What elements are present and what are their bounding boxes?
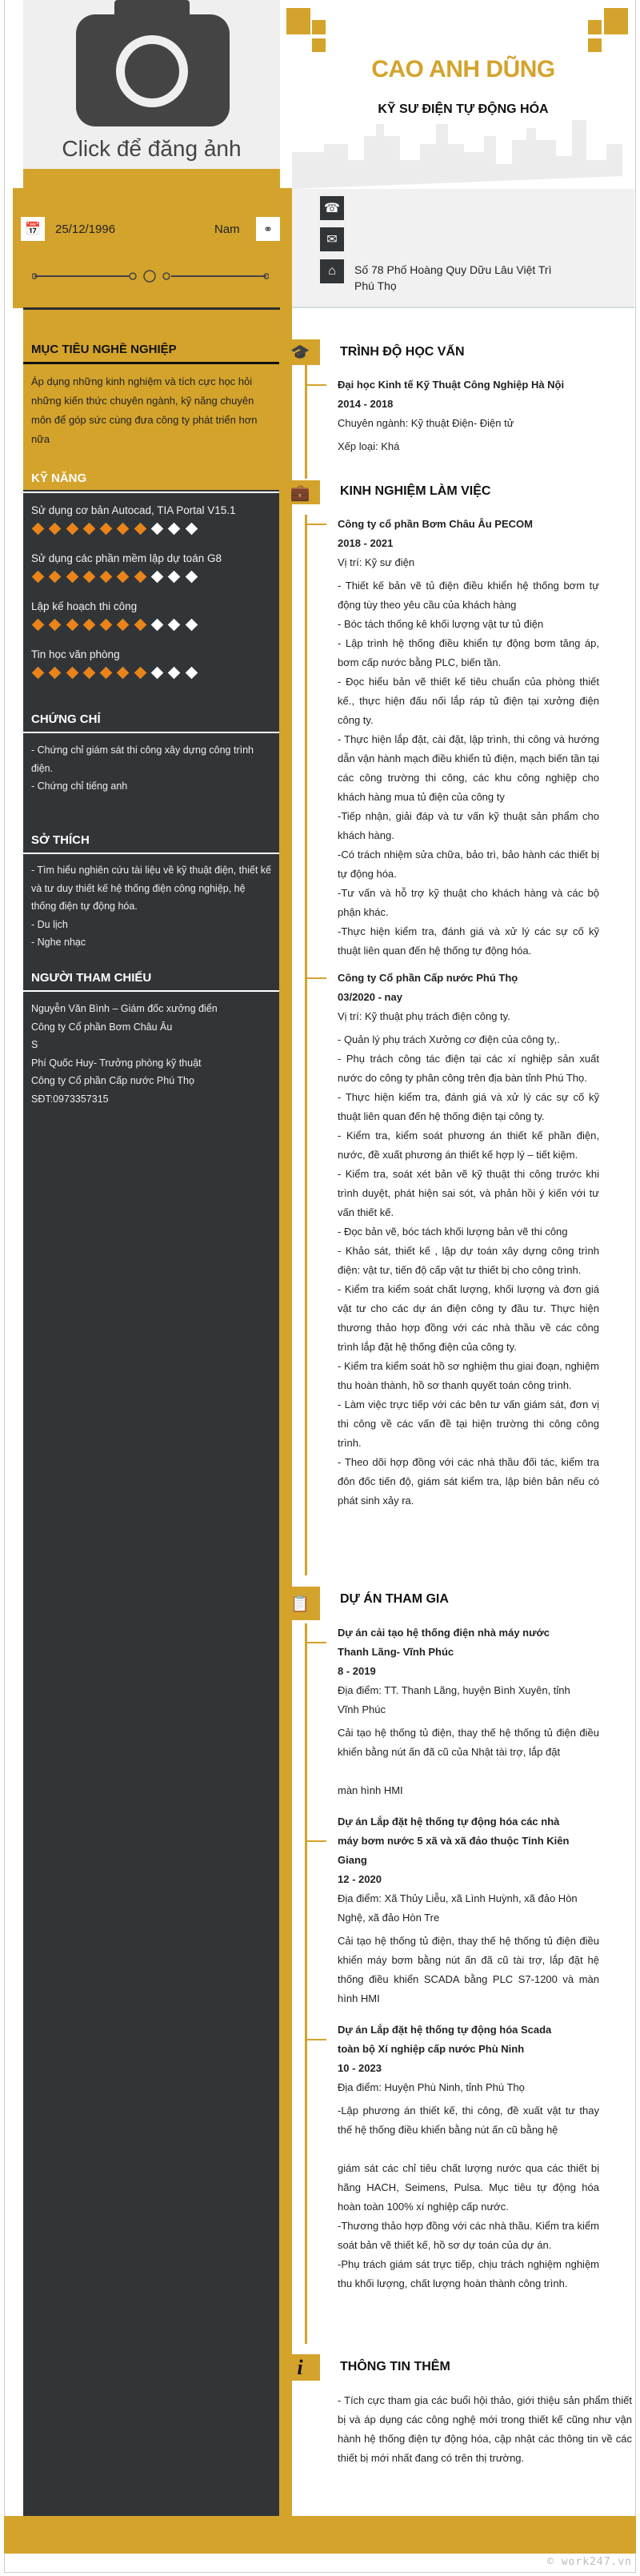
- timeline-connector: [306, 977, 326, 979]
- skill-diamond-filled: [66, 571, 78, 584]
- photo-upload-label: Click để đăng ảnh: [62, 136, 242, 161]
- experience-duties: [338, 1030, 599, 1511]
- duty-line: -Tiếp nhận, giải đáp và tư vấn kỹ thuật sản phẩm cho khách hàng.: [338, 810, 599, 841]
- skill-diamond-filled: [49, 667, 62, 680]
- duty-line: - Theo dõi hợp đồng với các nhà thầu đối tác, kiểm tra đôn đốc tiến độ, giám sát kiểm tra, lập biên bản nếu có phát sinh xảy ra.: [338, 1456, 599, 1507]
- skills-heading: KỸ NĂNG: [31, 471, 87, 485]
- description-text: màn hình HMI: [338, 1784, 403, 1796]
- duty-line: - Đọc bản vẽ, bóc tách khối lượng bản vẽ thi công: [338, 1226, 568, 1238]
- address: Số 78 Phố Hoàng Quy Dữu Lâu Việt Trì Phú Thọ: [354, 263, 552, 292]
- phone-icon: ☎: [320, 196, 344, 220]
- home-icon: ⌂: [320, 259, 344, 283]
- experience-years: 03/2020 - nay: [338, 991, 402, 1003]
- references-line: Công ty Cổ phần Bơm Châu Âu: [31, 1021, 173, 1033]
- project-item: [338, 2020, 599, 2293]
- references-rule: [23, 990, 279, 992]
- corner-decoration: [604, 8, 628, 34]
- experience-duties: [338, 576, 599, 961]
- skill-label: Lập kế hoạch thi công: [31, 600, 138, 612]
- skill-diamond-empty: [185, 619, 198, 632]
- skill-diamond-empty: [151, 571, 164, 584]
- projects-heading: DỰ ÁN THAM GIA: [340, 1592, 449, 1606]
- project-description: [338, 2101, 599, 2293]
- references-list: [31, 1000, 271, 1108]
- project-document-gear-icon: 📋: [280, 1587, 320, 1620]
- references-heading: NGƯỜI THAM CHIẾU: [31, 971, 152, 985]
- divider: [23, 307, 280, 310]
- corner-decoration: [588, 38, 602, 52]
- timeline-connector: [306, 2039, 326, 2040]
- skill-diamond-filled: [32, 523, 45, 536]
- redacted-line: [338, 1762, 599, 1781]
- skill-diamond-filled: [117, 619, 130, 632]
- experience-position: Vị trí: Kỹ thuật phụ trách điện công ty.: [338, 1010, 510, 1022]
- job-title: KỸ SƯ ĐIỆN TỰ ĐỘNG HÓA: [378, 102, 549, 116]
- corner-decoration: [286, 8, 310, 34]
- project-location: Địa điểm: TT. Thanh Lãng, huyện Bình Xuyên, tỉnh Vĩnh Phúc: [338, 1684, 570, 1715]
- city-skyline-background: [292, 120, 634, 189]
- skill-label: Tin học văn phòng: [31, 648, 120, 660]
- camera-lens-icon: [116, 35, 188, 107]
- extra-info-heading: THÔNG TIN THÊM: [340, 2360, 450, 2373]
- duty-line: -Thực hiện kiểm tra, đánh giá và xử lý các sự cố kỹ thuật liên quan đến hệ thống tự động hóa.: [338, 925, 599, 957]
- skill-rating: [31, 616, 271, 646]
- duty-line: - Đọc hiểu bản vẽ thiết kế tiêu chuẩn của phòng thiết kế., thực hiện đấu nối lắp ráp tủ điện tại xưởng điện công ty.: [338, 676, 599, 726]
- photo-upload[interactable]: [23, 0, 280, 169]
- school-name: Đại học Kinh tế Kỹ Thuật Công Nghiệp Hà Nội: [338, 379, 565, 391]
- hobbies-line: - Nghe nhạc: [31, 937, 86, 948]
- duty-line: - Thiết kế bản vẽ tủ điện điều khiển hệ thống bơm tự động tùy theo yêu cầu của khách hàng: [338, 580, 599, 611]
- skill-diamond-filled: [100, 571, 113, 584]
- education-heading: TRÌNH ĐỘ HỌC VẤN: [340, 345, 465, 359]
- experience-item: [338, 969, 599, 1511]
- project-date: 12 - 2020: [338, 1873, 382, 1885]
- duty-line: - Kiểm tra, kiểm soát phương án thiết kế phần điện, nước, đề xuất phương án thiết kế hợp lý – tiết kiệm.: [338, 1130, 599, 1161]
- skill-diamond-empty: [168, 667, 181, 680]
- corner-decoration: [588, 20, 602, 34]
- duty-line: - Lập trình hệ thống điều khiển tự động bơm tăng áp, bơm cấp nước bằng PLC, biến tần.: [338, 637, 599, 668]
- skill-diamond-filled: [100, 523, 113, 536]
- objective-heading: MỤC TIÊU NGHỀ NGHIỆP: [31, 343, 177, 356]
- skill-diamond-filled: [49, 571, 62, 584]
- references-line: Công ty Cổ phần Cấp nước Phú Thọ: [31, 1075, 194, 1086]
- education-item: [338, 375, 599, 456]
- calendar-icon: 📅: [21, 217, 45, 241]
- candidate-name: CAO ANH DŨNG: [371, 56, 555, 82]
- project-item: [338, 1623, 599, 1800]
- experience-heading: KINH NGHIỆM LÀM VIỆC: [340, 484, 491, 498]
- gender: Nam: [214, 223, 240, 236]
- duty-line: - Kiểm tra, soát xét bản vẽ kỹ thuật thi công trước khi trình duyệt, phát hiện sai sót, và phản hồi ý kiến với tư vấn thiết kế.: [338, 1168, 599, 1218]
- company-name: Công ty cổ phần Bơm Châu Âu PECOM: [338, 518, 533, 530]
- skill-rating: [31, 520, 271, 550]
- certificates-heading: CHỨNG CHỈ: [31, 712, 101, 726]
- duty-line: - Làm việc trực tiếp với các bên tư vấn giám sát, đơn vị thi công về các vấn đề tại hiện trường thi công công trình.: [338, 1398, 599, 1449]
- project-location: Địa điểm: Xã Thủy Liễu, xã Lình Huỳnh, xã đảo Hòn Nghệ, xã đảo Hòn Tre: [338, 1892, 578, 1924]
- skill-diamond-filled: [117, 571, 130, 584]
- personal-info-panel: [13, 188, 292, 308]
- experience-timeline: [305, 515, 307, 1575]
- skill-diamond-filled: [100, 667, 113, 680]
- gold-band: [23, 169, 280, 188]
- experience-years: 2018 - 2021: [338, 537, 394, 549]
- skill-diamond-filled: [134, 667, 147, 680]
- skill-diamond-empty: [168, 571, 181, 584]
- description-text: -Thương thảo hợp đồng với các nhà thầu. Kiểm tra kiểm soát bản vẽ thiết kế, hồ sơ dự toán của dự án.: [338, 2220, 599, 2251]
- skill-diamond-filled: [134, 619, 147, 632]
- timeline-connector: [306, 524, 326, 525]
- skill-label: Sử dụng cơ bản Autocad, TIA Portal V15.1: [31, 504, 236, 516]
- skill-diamond-empty: [151, 619, 164, 632]
- skill-diamond-filled: [32, 571, 45, 584]
- education-major: Chuyên ngành: Kỹ thuật Điện- Điện tử: [338, 417, 514, 429]
- project-name: Dự án cải tạo hệ thống điện nhà máy nước Thanh Lãng- Vĩnh Phúc: [338, 1627, 550, 1658]
- certificates-list: [31, 741, 271, 796]
- project-name: Dự án Lắp đặt hệ thống tự động hóa Scada toàn bộ Xí nghiệp cấp nước Phù Ninh: [338, 2024, 552, 2055]
- duty-line: - Kiểm tra kiểm soát chất lượng, khối lượng và đơn giá vật tư cho các dự án điện công ty đầu tư. Thực hiện thương thảo hợp đồng với các nhà thầu về các công trình lắp đặt hệ thống điện của công ty.: [338, 1283, 599, 1353]
- skill-rating: [31, 568, 271, 598]
- skill-diamond-empty: [151, 523, 164, 536]
- decorative-divider: [32, 269, 269, 283]
- duty-line: -Tư vấn và hỗ trợ kỹ thuật cho khách hàng và các bộ phận khác.: [338, 887, 599, 918]
- experience-item: [338, 515, 599, 961]
- projects-timeline: [305, 1623, 307, 2344]
- gender-icon: ⚭: [256, 217, 280, 241]
- references-line: S: [31, 1039, 38, 1050]
- skill-diamond-filled: [83, 523, 96, 536]
- skill-diamond-filled: [32, 667, 45, 680]
- date-of-birth: 25/12/1996: [55, 223, 116, 236]
- skill-rating: [31, 664, 271, 694]
- description-text: -Phụ trách giám sát trực tiếp, chịu trách nghiệm nghiệm thu khối lượng, chất lượng hoàn thành công trình.: [338, 2258, 599, 2289]
- education-rank: Xếp loại: Khá: [338, 440, 400, 452]
- skill-diamond-empty: [185, 667, 198, 680]
- hobbies-rule: [23, 853, 279, 854]
- info-icon: i: [280, 2354, 320, 2381]
- description-text: -Lập phương án thiết kế, thi công, đề xuất vật tư thay thế hệ thống điều khiển bằng nút ấn cũ bằng hệ: [338, 2105, 599, 2136]
- duty-line: - Thực hiện kiểm tra, đánh giá và xử lý các sự cố kỹ thuật liên quan đến hệ thống điện tại công ty.: [338, 1091, 599, 1122]
- skill-diamond-empty: [168, 523, 181, 536]
- skill-label: Sử dụng các phần mềm lập dự toán G8: [31, 552, 222, 564]
- education-timeline: [305, 365, 307, 479]
- skill-diamond-empty: [185, 523, 198, 536]
- project-date: 8 - 2019: [338, 1665, 376, 1677]
- timeline-connector: [306, 384, 326, 386]
- skill-diamond-empty: [151, 667, 164, 680]
- duty-line: - Phụ trách công tác điện tại các xí nghiệp sản xuất nước do công ty phân công trên địa bàn tỉnh Phú Thọ.: [338, 1053, 599, 1084]
- skill-diamond-filled: [134, 571, 147, 584]
- skills-list: [31, 502, 271, 694]
- gold-strip: [279, 308, 292, 2518]
- footer-band: [4, 2516, 636, 2554]
- skill-diamond-empty: [168, 619, 181, 632]
- references-line: SĐT:0973357315: [31, 1093, 109, 1105]
- project-date: 10 - 2023: [338, 2062, 382, 2074]
- skills-rule: [23, 492, 279, 493]
- skill-diamond-filled: [100, 619, 113, 632]
- duty-line: - Bóc tách thống kê khối lượng vật tư tủ điện: [338, 618, 544, 630]
- watermark: © work247.vn: [547, 2556, 632, 2568]
- skill-diamond-filled: [66, 523, 78, 536]
- skill-diamond-filled: [83, 571, 96, 584]
- duty-line: -Có trách nhiệm sửa chữa, bảo trì, bảo hành các thiết bị tự động hóa.: [338, 849, 599, 880]
- briefcase-icon: 💼: [280, 480, 320, 504]
- skill-diamond-filled: [83, 667, 96, 680]
- project-description: [338, 1932, 599, 2008]
- corner-decoration: [312, 38, 326, 52]
- skill-diamond-filled: [49, 523, 62, 536]
- project-name: Dự án Lắp đặt hệ thống tự động hóa các nhà máy bơm nước 5 xã và xã đảo thuộc Tỉnh Kiên Giang: [338, 1816, 570, 1866]
- redacted-line: [338, 2140, 599, 2159]
- duty-line: - Khảo sát, thiết kế , lập dự toán xây dựng công trình điện: vật tư, tiến độ cấp vật tư thiết bị cho công trình.: [338, 1245, 599, 1276]
- objective-text: Áp dụng những kinh nghiệm và tích cực học hỏi những kiến thức chuyên ngành, kỹ năng chuyên môn để góp sức cùng đưa công ty phát triển hơn nữa: [31, 375, 258, 445]
- graduation-cap-icon: 🎓: [280, 339, 320, 365]
- hobbies-line: - Tìm hiểu nghiên cứu tài liệu về kỹ thuật điện, thiết kế và tư duy thiết kế hệ thống điện công nghiệp, hệ thống điện tự động hóa.: [31, 865, 271, 912]
- certificates-line: - Chứng chỉ tiếng anh: [31, 780, 128, 792]
- skill-diamond-filled: [117, 523, 130, 536]
- skill-diamond-filled: [32, 619, 45, 632]
- corner-decoration: [312, 20, 326, 34]
- skill-diamond-filled: [134, 523, 147, 536]
- extra-info-text: - Tích cực tham gia các buổi hội thảo, giới thiệu sản phẩm thiết bị và áp dụng các công nghệ mới trong thiết kế cũng như vận hành hệ thống điện tự động hóa, cập nhật các thông tin về các thiết bị mới nhất đang có trên thị trường.: [338, 2394, 632, 2464]
- experience-position: Vị trí: Kỹ sư điện: [338, 556, 415, 568]
- skill-diamond-filled: [66, 619, 78, 632]
- references-line: Nguyễn Văn Bình – Giám đốc xưởng điển: [31, 1003, 218, 1014]
- project-item: [338, 1812, 599, 2008]
- description-text: Cải tạo hệ thống tủ điện, thay thế hệ thống tủ điện điều khiển máy bơm bằng nút ấn đã cũ tài trợ, lắp đặt hệ thống điều khiển SCADA bằng PLC S7-1200 và màn hình HMI: [338, 1935, 599, 2004]
- project-description: [338, 1723, 599, 1800]
- timeline-connector: [306, 1642, 326, 1643]
- skill-diamond-filled: [66, 667, 78, 680]
- skill-diamond-empty: [185, 571, 198, 584]
- duty-line: - Thực hiện lắp đặt, cài đặt, lập trình, thi công và hướng dẫn vận hành mạch điều khiển tủ điện, mạch biến tần tại các công trường thi công, các khu công nghiệp cho khách hàng mua tủ điện của công ty: [338, 733, 599, 803]
- skill-diamond-filled: [83, 619, 96, 632]
- timeline-connector: [306, 1840, 326, 1842]
- skill-diamond-filled: [117, 667, 130, 680]
- hobbies-heading: SỞ THÍCH: [31, 833, 90, 847]
- description-text: giám sát các chỉ tiêu chất lượng nước qua các thiết bị hãng HACH, Seimens, Pulsa. Mục tiêu tự động hóa hoàn toàn 100% xí nghiệp cấp nước.: [338, 2162, 599, 2213]
- certificates-rule: [23, 732, 279, 733]
- education-years: 2014 - 2018: [338, 398, 394, 410]
- project-location: Địa điểm: Huyện Phù Ninh, tỉnh Phú Thọ: [338, 2081, 525, 2093]
- certificates-line: - Chứng chỉ giám sát thi công xây dựng công trình điện.: [31, 744, 254, 774]
- objective-rule: [23, 362, 279, 364]
- hobbies-line: - Du lịch: [31, 918, 68, 930]
- duty-line: - Quản lý phụ trách Xưởng cơ điện của công ty,.: [338, 1033, 560, 1045]
- description-text: Cải tạo hệ thống tủ điện, thay thế hệ thống tủ điện điều khiển bằng nút ấn đã cũ của Nhật tài trợ, lắp đặt: [338, 1727, 599, 1758]
- hobbies-list: [31, 861, 271, 952]
- company-name: Công ty Cổ phần Cấp nước Phú Thọ: [338, 972, 518, 984]
- references-line: Phí Quốc Huy- Trưởng phòng kỹ thuật: [31, 1057, 202, 1069]
- email-icon: ✉: [320, 227, 344, 251]
- duty-line: - Kiểm tra kiểm soát hồ sơ nghiệm thu giai đoạn, nghiệm thu hoàn thành, hồ sơ thanh quyết toán công trình.: [338, 1360, 599, 1391]
- skill-diamond-filled: [49, 619, 62, 632]
